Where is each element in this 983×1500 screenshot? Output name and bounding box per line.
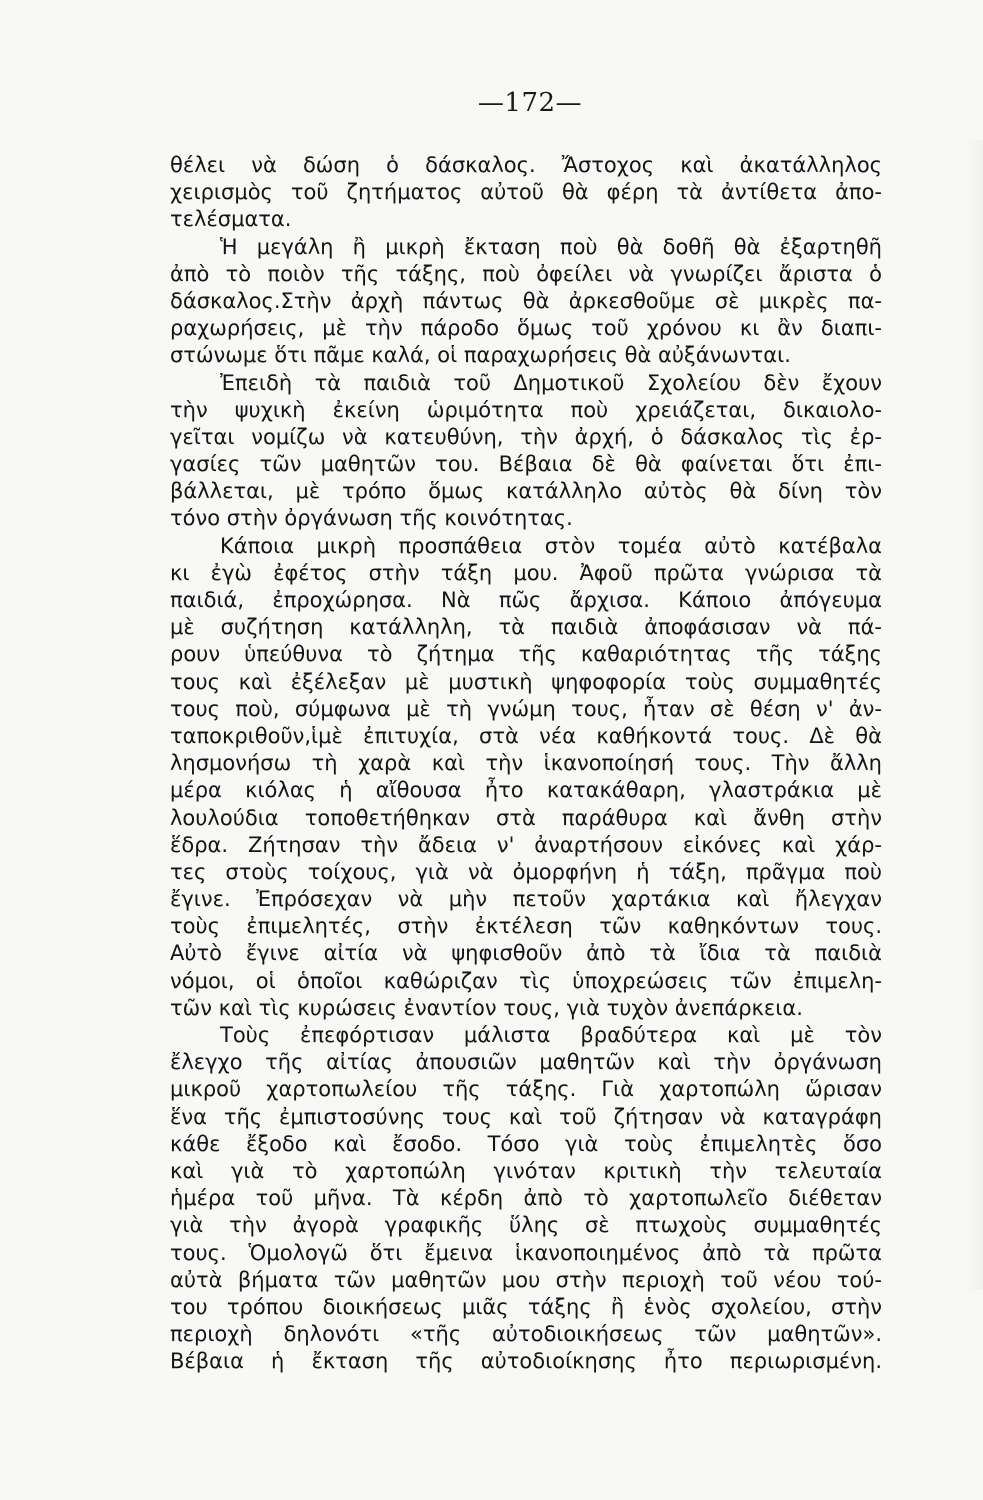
- text-line: ἀπὸ τὸ ποιὸν τῆς τάξης, ποὺ ὀφείλει νὰ γνωρίζει ἄριστα ὁ: [170, 261, 882, 286]
- text-line: ραχωρήσεις, μὲ τὴν πάροδο ὅμως τοῦ χρόνου κι ἂν διαπι-: [170, 316, 882, 341]
- text-line: γασίες τῶν μαθητῶν του. Βέβαια δὲ θὰ φαίνεται ὅτι ἐπι-: [170, 452, 882, 477]
- text-line: τους. Ὁμολογῶ ὅτι ἔμεινα ἱκανοποιημένος ἀπὸ τὰ πρῶτα: [170, 1240, 882, 1265]
- text-line: τες στοὺς τοίχους, γιὰ νὰ ὀμορφήνη ἡ τάξη, πρᾶγμα ποὺ: [170, 859, 882, 884]
- body-text: [170, 152, 882, 1375]
- text-line: Ἐπειδὴ τὰ παιδιὰ τοῦ Δημοτικοῦ Σχολείου δὲν ἔχουν: [220, 370, 882, 395]
- text-line: Κάποια μικρὴ προσπάθεια στὸν τομέα αὐτὸ κατέβαλα: [220, 533, 882, 558]
- text-line: τους καὶ ἐξέλεξαν μὲ μυστικὴ ψηφοφορία τοὺς συμμαθητές: [170, 669, 882, 694]
- text-line: ἡμέρα τοῦ μῆνα. Τὰ κέρδη ἀπὸ τὸ χαρτοπωλεῖο διέθεταν: [170, 1186, 882, 1211]
- text-line: λουλούδια τοποθετήθηκαν στὰ παράθυρα καὶ ἄνθη στὴν: [170, 805, 882, 830]
- text-line: του τρόπου διοικήσεως μιᾶς τάξης ἢ ἑνὸς σχολείου, στὴν: [170, 1294, 882, 1319]
- text-line: γιὰ τὴν ἀγορὰ γραφικῆς ὕλης σὲ πτωχοὺς συμμαθητές: [170, 1213, 882, 1238]
- text-line: Ἡ μεγάλη ἢ μικρὴ ἔκταση ποὺ θὰ δοθῆ θὰ ἐξαρτηθῆ: [220, 234, 882, 259]
- text-line: ρουν ὑπεύθυνα τὸ ζήτημα τῆς καθαριότητας τῆς τάξης: [170, 642, 882, 667]
- text-line: κάθε ἔξοδο καὶ ἔσοδο. Τόσο γιὰ τοὺς ἐπιμελητὲς ὅσο: [170, 1131, 882, 1156]
- text-line: Τοὺς ἐπεφόρτισαν μάλιστα βραδύτερα καὶ μὲ τὸν: [220, 1023, 882, 1047]
- text-line: νόμοι, οἱ ὁποῖοι καθώριζαν τὶς ὑποχρεώσεις τῶν ἐπιμελη-: [170, 968, 882, 993]
- text-line: γεῖται νομίζω νὰ κατευθύνη, τὴν ἀρχή, ὁ δάσκαλος τὶς ἐρ-: [170, 424, 882, 449]
- text-line: χειρισμὸς τοῦ ζητήματος αὐτοῦ θὰ φέρη τὰ ἀντίθετα ἀπο-: [170, 180, 882, 205]
- text-line: θέλει νὰ δώση ὁ δάσκαλος. Ἄστοχος καὶ ἀκατάλληλος: [170, 153, 882, 177]
- text-line: δάσκαλος.Στὴν ἀρχὴ πάντως θὰ ἀρκεσθοῦμε σὲ μικρὲς πα-: [170, 288, 882, 313]
- text-line: ταποκριθοῦν,ἱμὲ ἐπιτυχία, στὰ νέα καθήκοντά τους. Δὲ θὰ: [170, 723, 882, 748]
- text-line: μέρα κιόλας ἡ αἴθουσα ἦτο κατακάθαρη, γλαστράκια μὲ: [170, 778, 882, 803]
- text-line: αὐτὰ βήματα τῶν μαθητῶν μου στὴν περιοχὴ τοῦ νέου τού-: [170, 1267, 882, 1292]
- text-line: Αὐτὸ ἔγινε αἰτία νὰ ψηφισθοῦν ἀπὸ τὰ ἴδια τὰ παιδιὰ: [170, 941, 882, 966]
- text-line: τελέσματα.: [170, 207, 292, 232]
- page-number: —172—: [477, 88, 583, 118]
- text-line: παιδιά, ἐπροχώρησα. Νὰ πῶς ἄρχισα. Κάποιο ἀπόγευμα: [170, 588, 882, 612]
- text-line: ἕνα τῆς ἐμπιστοσύνης τους καὶ τοῦ ζήτησαν νὰ καταγράφη: [170, 1104, 882, 1129]
- text-line: στώνωμε ὅτι πᾶμε καλά, οἱ παραχωρήσεις θὰ αὐξάνωνται.: [170, 343, 791, 368]
- text-line: μὲ συζήτηση κατάλληλη, τὰ παιδιὰ ἀποφάσισαν νὰ πά-: [170, 615, 882, 640]
- text-line: τόνο στὴν ὀργάνωση τῆς κοινότητας.: [170, 506, 573, 531]
- text-line: καὶ γιὰ τὸ χαρτοπώλη γινόταν κριτικὴ τὴν τελευταία: [170, 1158, 882, 1183]
- text-line: ἔλεγχο τῆς αἰτίας ἀπουσιῶν μαθητῶν καὶ τὴν ὀργάνωση: [170, 1050, 882, 1075]
- text-line: περιοχὴ δηλονότι «τῆς αὐτοδιοικήσεως τῶν μαθητῶν».: [170, 1322, 882, 1347]
- text-line: τῶν καὶ τὶς κυρώσεις ἐναντίον τους, γιὰ τυχὸν ἀνεπάρκεια.: [170, 995, 803, 1020]
- text-line: βάλλεται, μὲ τρόπο ὅμως κατάλληλο αὐτὸς θὰ δίνη τὸν: [170, 479, 882, 504]
- text-line: Βέβαια ἡ ἔκταση τῆς αὐτοδιοίκησης ἦτο περιωρισμένη.: [170, 1349, 882, 1374]
- text-line: τοὺς ἐπιμελητές, στὴν ἐκτέλεση τῶν καθηκόντων τους.: [170, 914, 882, 939]
- text-line: ἕδρα. Ζήτησαν τὴν ἄδεια ν' ἀναρτήσουν εἰκόνες καὶ χάρ-: [170, 832, 882, 857]
- page-edge-shadow: [965, 140, 983, 1290]
- text-line: ἔγινε. Ἐπρόσεχαν νὰ μὴν πετοῦν χαρτάκια καὶ ἤλεγχαν: [170, 887, 882, 912]
- text-line: τους ποὺ, σύμφωνα μὲ τὴ γνώμη τους, ἦταν σὲ θέση ν' ἀν-: [170, 696, 882, 721]
- text-line: λησμονήσω τὴ χαρὰ καὶ τὴν ἱκανοποίησή τους. Τὴν ἄλλη: [170, 751, 882, 776]
- text-line: μικροῦ χαρτοπωλείου τῆς τάξης. Γιὰ χαρτοπώλη ὥρισαν: [170, 1077, 882, 1102]
- text-line: τὴν ψυχικὴ ἐκείνη ὡριμότητα ποὺ χρειάζεται, δικαιολο-: [170, 397, 882, 422]
- text-line: κι ἐγὼ ἐφέτος στὴν τάξη μου. Ἀφοῦ πρῶτα γνώρισα τὰ: [170, 560, 882, 585]
